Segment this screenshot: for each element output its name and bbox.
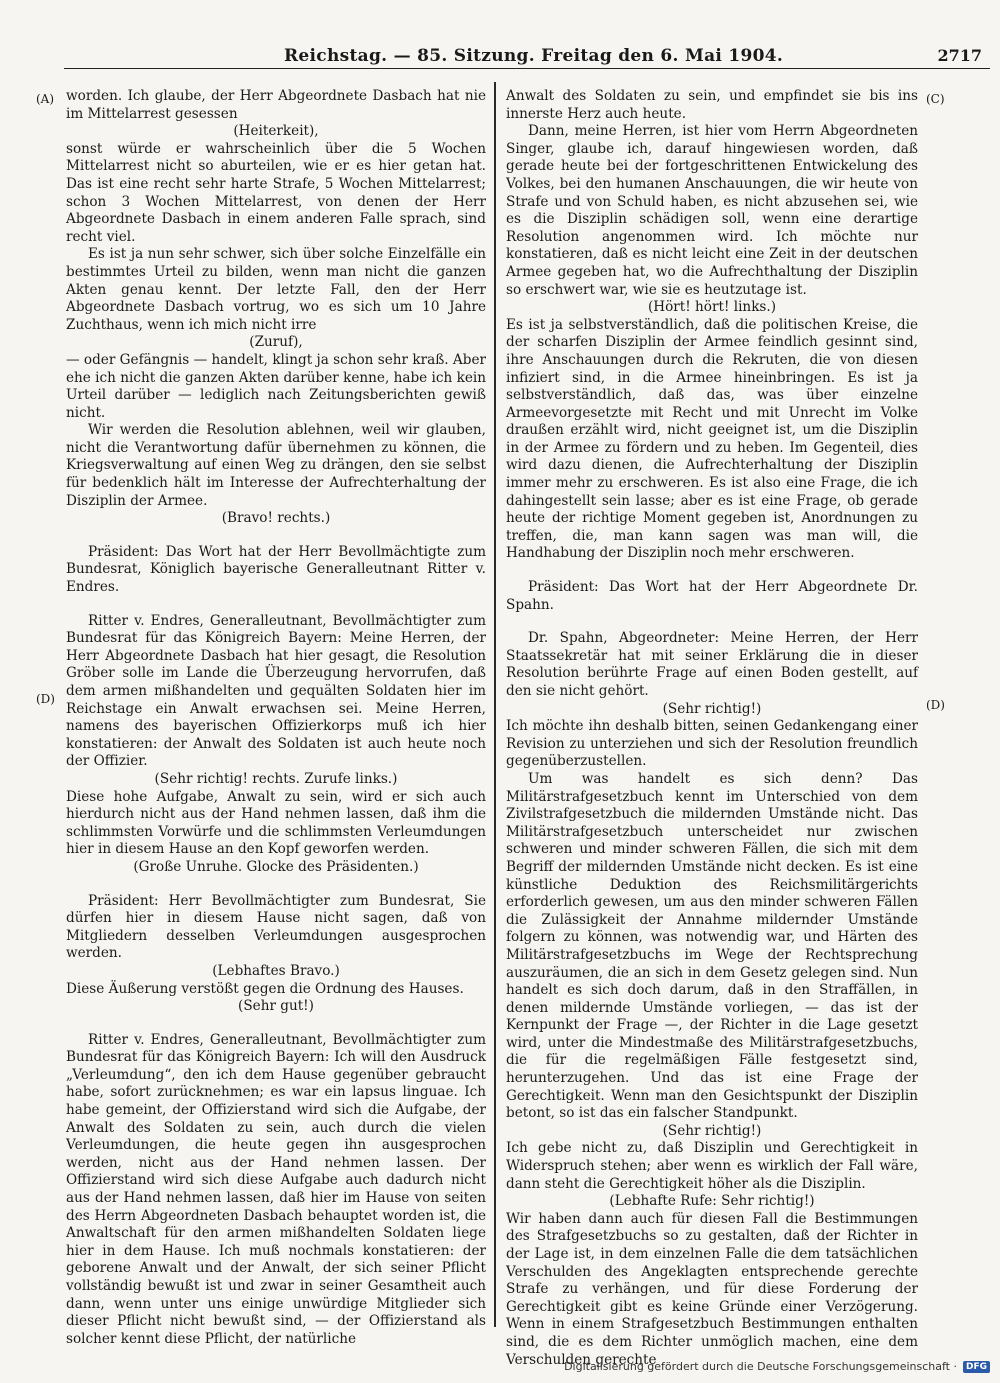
interjection: (Sehr richtig!) — [662, 700, 762, 717]
paragraph: Dann, meine Herren, ist hier vom Herrn Abgeordneten Singer, glaube ich, darauf hingewiesen worden, daß gerade heute bei der fortgeschrittenen Entwickelung des Volkes, bei den humanen Anschauungen, die wir heute von Strafe und von Schuld haben, es nicht abzusehen sei, wie es die Disziplin schädigen soll, wenn eine derartige Resolution angenommen wird. Ich möchte nur konstatieren, daß es nicht leicht eine Zeit in der deutschen Armee gegeben hat, wo die Aufrechthaltung der Disziplin so erschwert war, wie sie es heutzutage ist. — [506, 123, 918, 298]
paragraph: Ich gebe nicht zu, daß Disziplin und Gerechtigkeit in Widerspruch stehen; aber wenn es wirklich der Fall wäre, dann steht die Gerechtigkeit höher als die Disziplin. — [506, 1140, 918, 1192]
paragraph: Diese Äußerung verstößt gegen die Ordnung des Hauses. — [66, 980, 464, 997]
paragraph: Um was handelt es sich denn? Das Militärstrafgesetzbuch kennt im Unterschied von dem Zivilstrafgesetzbuch die mildernden Umstände nicht. Das Militärstrafgesetzbuch unterscheidet nur zwischen schweren und minder schweren Fällen, die sich mit dem Begriff der mildernden Umstände nicht decken. Es ist eine künstliche Deduktion des Reichsmilitärgerichts erforderlich gewesen, um aus den minder schweren Fällen die Zulässigkeit der Annahme mildernder Umstände folgern zu können, was notwendig war, und Härten des Militärstrafgesetzbuchs im Wege der Rechtsprechung auszuräumen, die an sich in dem Gesetz gelegen sind. Nun handelt es sich doch darum, daß in den Straffällen, in denen mildernde Umstände vorliegen, — das ist der Kernpunkt der Frage —, der Richter in die Lage gesetzt wird, unter die Mindestmaße des Militärstrafgesetzbuchs, die für die regelmäßigen Fälle festgesetzt sind, herunterzugehen. Und das ist eine Frage der Gerechtigkeit. Wenn man den Gesichtspunkt der Disziplin betont, so ist das ein falscher Standpunkt. — [506, 770, 918, 1122]
interjection: (Sehr gut!) — [238, 998, 314, 1015]
paragraph: Wir werden die Resolution ablehnen, weil wir glauben, nicht die Verantwortung dafür übernehmen zu können, die Kriegsverwaltung auf einen Weg zu drängen, den sie selbst für bedenklich hält im Interesse der Aufrechterhaltung der Disziplin der Armee. — [66, 422, 486, 509]
margin-mark-c: (C) — [926, 92, 945, 106]
column-divider — [494, 82, 496, 1327]
margin-mark-d: (D) — [926, 698, 945, 712]
speaker-paragraph: Ritter v. Endres, Generalleutnant, Bevollmächtigter zum Bundesrat für das Königreich Bayern: Meine Herren, der Herr Abgeordnete Dasbach hat hier gesagt, die Resolution Gröber solle im Lande die Überzeugung hervorrufen, daß dem armen mißhandelten und gequälten Soldaten hier im Reichstage ein Anwalt erwachsen sei. Meine Herren, namens des bayerischen Offizierkorps muß ich hier konstatieren: der Anwalt des Soldaten ist auch heute noch der Offizier. — [66, 612, 486, 770]
speaker-paragraph: Präsident: Herr Bevollmächtigter zum Bundesrat, Sie dürfen hier in diesem Hause nicht sagen, daß von Mitgliedern desselben Verleumdungen ausgesprochen werden. — [66, 892, 486, 962]
interjection: (Bravo! rechts.) — [221, 510, 331, 527]
dfg-logo: DFG — [963, 1361, 990, 1373]
interjection: (Sehr richtig!) — [662, 1122, 762, 1139]
margin-mark-b: (D) — [36, 692, 55, 706]
interjection: (Große Unruhe. Glocke des Präsidenten.) — [133, 858, 419, 875]
speaker-paragraph: Präsident: Das Wort hat der Herr Abgeordnete Dr. Spahn. — [506, 579, 918, 613]
page-number: 2717 — [937, 46, 982, 65]
paragraph: Es ist ja nun sehr schwer, sich über solche Einzelfälle ein bestimmtes Urteil zu bilden, wenn man nicht die ganzen Akten genau kennt. Der letzte Fall, den der Herr Abgeordnete Dasbach vortrug, wo es sich um 10 Jahre Zuchthaus, wenn ich mich nicht irre — [66, 246, 486, 333]
paragraph: worden. Ich glaube, der Herr Abgeordnete Dasbach hat nie im Mittelarrest gesessen — [66, 88, 486, 122]
margin-mark-a: (A) — [36, 92, 55, 106]
footer — [564, 1360, 990, 1373]
speaker-paragraph: Ritter v. Endres, Generalleutnant, Bevollmächtigter zum Bundesrat für das Königreich Bayern: Ich will den Ausdruck „Verleumdung“, den ich dem Hause gegenüber gebraucht habe, sofort zurücknehmen; es war ein lapsus linguae. Ich habe gemeint, der Offizierstand wird sich die Aufgabe, der Anwalt des Soldaten zu sein, auch durch die vielen Verleumdungen, die heute gegen ihn ausgesprochen werden, nicht aus der Hand nehmen lassen. Der Offizierstand wird sich diese Aufgabe auch dadurch nicht aus der Hand nehmen lassen, daß hier im Hause von seiten des Herrn Abgeordneten Dasbach behauptet worden ist, die Anwaltschaft für den armen mißhandelten Soldaten liege hier in dem Hause. Ich muß nochmals konstatieren: der geborene Anwalt und der Anwalt, der sich seiner Pflicht vollständig bewußt ist und zwar in seiner Gesamtheit auch dann, wenn unter uns einige unwürdige Mitglieder sich dieser Pflicht nicht bewußt sind, — der Offizierstand als solcher kennt diese Pflicht, der natürliche — [66, 1031, 486, 1347]
paragraph: Es ist ja selbstverständlich, daß die politischen Kreise, die der scharfen Disziplin der Armee feindlich gesinnt sind, ihre Anschauungen durch die Rekruten, die von diesen infiziert sind, in die Armee hineinbringen. Es ist ja selbstverständlich, daß das, was über einzelne Armeevorgesetzte mit Recht und mit Unrecht im Volke draußen erzählt wird, nicht geeignet ist, um die Disziplin in der Armee zu fördern und zu heben. Im Gegenteil, dies wird dazu dienen, die Aufrechterhaltung der Disziplin immer mehr zu erschweren. Es ist also eine Frage, die ich dahingestellt sein lasse; aber es ist eine Frage, ob gerade heute der richtige Moment gegeben ist, Anordnungen zu treffen, die, man kann sagen was man will, die Handhabung der Disziplin noch mehr erschweren. — [506, 316, 918, 562]
paragraph: Diese hohe Aufgabe, Anwalt zu sein, wird er sich auch hierdurch nicht aus der Hand nehmen lassen, daß ihm die schlimmsten Vorwürfe und die schlimmsten Verleumdungen hier in diesem Hause an den Kopf geworfen werden. — [66, 788, 486, 858]
paragraph: sonst würde er wahrscheinlich über die 5 Wochen Mittelarrest nicht so aburteilen, wie er es hier getan hat. Das ist eine recht sehr harte Strafe, 5 Wochen Mittelarrest; schon 3 Wochen Mittelarrest, von denen der Herr Abgeordnete Dasbach in einem anderen Falle sprach, sind recht viel. — [66, 140, 486, 245]
interjection: (Lebhafte Rufe: Sehr richtig!) — [609, 1193, 815, 1210]
paragraph: — oder Gefängnis — handelt, klingt ja schon sehr kraß. Aber ehe ich nicht die ganzen Akten darüber kenne, habe ich kein Urteil darüber — lediglich nach Zeitungsberichten gewiß nicht. — [66, 351, 486, 421]
interjection: (Heiterkeit), — [233, 123, 319, 140]
page-header — [64, 46, 990, 70]
header-rule — [64, 68, 990, 69]
paragraph: Anwalt des Soldaten zu sein, und empfindet sie bis ins innerste Herz auch heute. — [506, 88, 918, 122]
speaker-paragraph: Präsident: Das Wort hat der Herr Bevollmächtigte zum Bundesrat, Königlich bayerische Generalleutnant Ritter v. Endres. — [66, 543, 486, 596]
page-title: Reichstag. — 85. Sitzung. Freitag den 6. Mai 1904. — [284, 46, 784, 66]
interjection: (Hört! hört! links.) — [647, 299, 777, 316]
interjection: (Zuruf), — [249, 334, 303, 351]
interjection: (Lebhaftes Bravo.) — [212, 962, 340, 979]
right-column — [506, 88, 918, 1369]
left-column — [66, 88, 486, 1348]
paragraph: Ich möchte ihn deshalb bitten, seinen Gedankengang einer Revision zu unterziehen und sich der Resolution freundlich gegenüberzustellen. — [506, 718, 918, 770]
interjection: (Sehr richtig! rechts. Zurufe links.) — [154, 770, 398, 787]
footer-text: Digitalisierung gefördert durch die Deutsche Forschungsgemeinschaft · — [564, 1360, 957, 1373]
paragraph: Wir haben dann auch für diesen Fall die Bestimmungen des Strafgesetzbuchs so zu gestalten, daß der Richter in der Lage ist, in dem einzelnen Falle die dem tatsächlichen Verschulden des Angeklagten entsprechende gerechte Strafe zu verhängen, und für diese Forderung der Gerechtigkeit gibt es keine Gründe einer Verzögerung. Wenn in einem Strafgesetzbuch Bestimmungen enthalten sind, die es dem Richter unmöglich machen, eine dem Verschulden gerechte — [506, 1210, 918, 1368]
speaker-paragraph: Dr. Spahn, Abgeordneter: Meine Herren, der Herr Staatssekretär hat mit seiner Erklärung die in dieser Resolution berührte Frage auf einen Boden gestellt, auf den sie nicht gehört. — [506, 630, 918, 699]
